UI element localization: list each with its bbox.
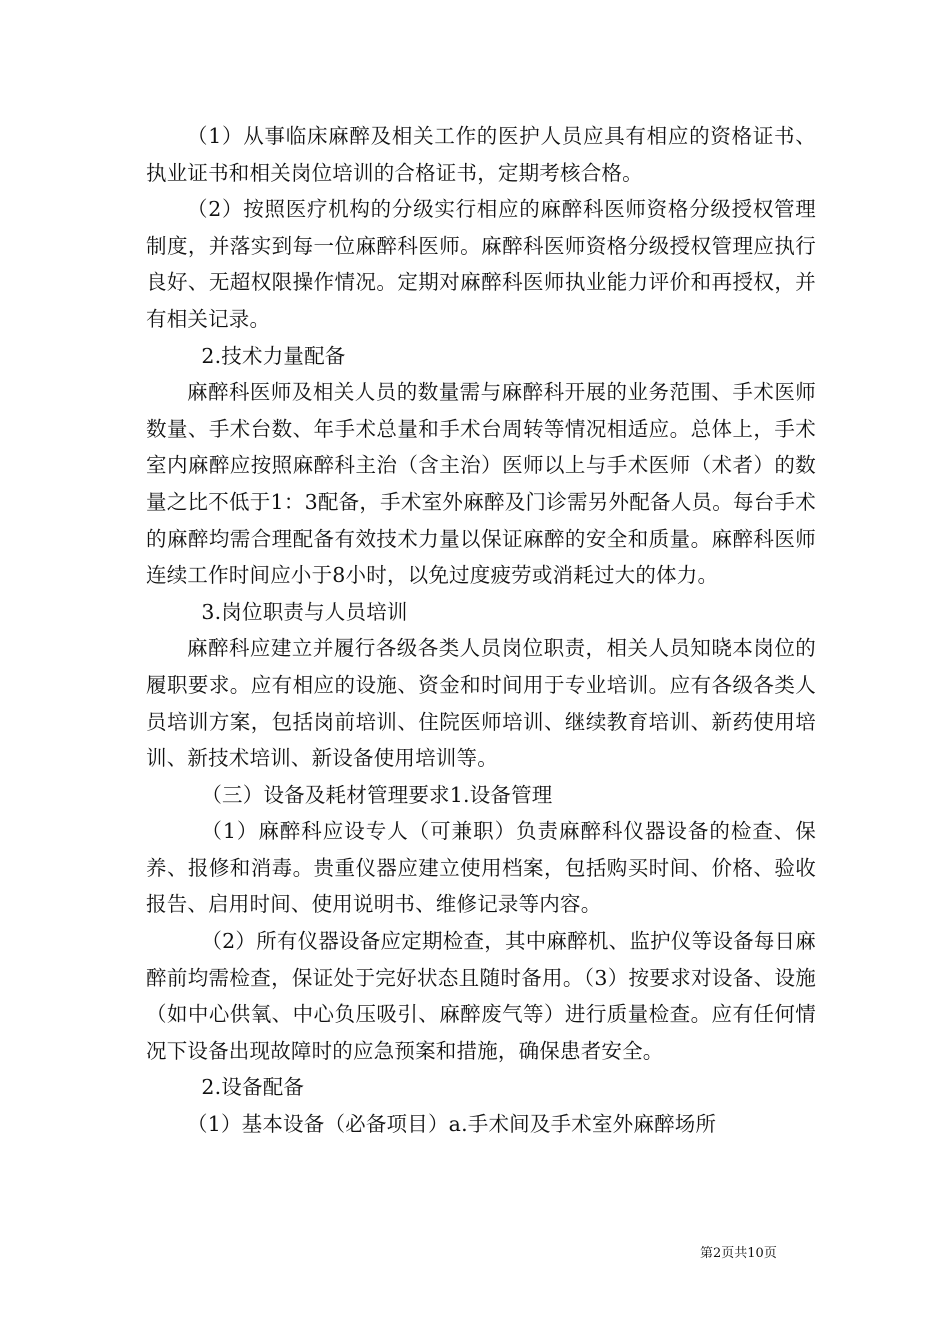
- heading-equipment-management: （三）设备及耗材管理要求1.设备管理: [201, 782, 553, 807]
- heading-technical-staffing: 2.技术力量配备: [201, 343, 346, 368]
- paragraph-equipment-custodian: （1）麻醉科应设专人（可兼职）负责麻醉科仪器设备的检查、保养、报修和消毒。贵重仪器应建立使用档案，包括购买时间、价格、验收报告、启用时间、使用说明书、维修记录等内容。: [146, 819, 816, 917]
- heading-equipment-provision: 2.设备配备: [201, 1075, 305, 1100]
- paragraph-basic-equipment: （1）基本设备（必备项目）a.手术间及手术室外麻醉场所: [187, 1112, 717, 1137]
- page-number-footer: 第2页共10页: [700, 1246, 777, 1261]
- paragraph-duties-training: 麻醉科应建立并履行各级各类人员岗位职责，相关人员知晓本岗位的履职要求。应有相应的设施、资金和时间用于专业培训。应有各级各类人员培训方案，包括岗前培训、住院医师培训、继续教育培训、新药使用培训、新技术培训、新设备使用培训等。: [146, 636, 816, 771]
- paragraph-qualification: （1）从事临床麻醉及相关工作的医护人员应具有相应的资格证书、执业证书和相关岗位培训的合格证书，定期考核合格。: [146, 124, 816, 185]
- paragraph-equipment-inspection: （2）所有仪器设备应定期检查，其中麻醉机、监护仪等设备每日麻醉前均需检查，保证处于完好状态且随时备用。（3）按要求对设备、设施（如中心供氧、中心负压吸引、麻醉废气等）进行质量检查。应有任何情况下设备出现故障时的应急预案和措施，确保患者安全。: [146, 929, 816, 1063]
- paragraph-staffing-ratio: 麻醉科医师及相关人员的数量需与麻醉科开展的业务范围、手术医师数量、手术台数、年手术总量和手术台周转等情况相适应。总体上，手术室内麻醉应按照麻醉科主治（含主治）医师以上与手术医师（术者）的数量之比不低于1：3配备，手术室外麻醉及门诊需另外配备人员。每台手术的麻醉均需合理配备有效技术力量以保证麻醉的安全和质量。麻醉科医师连续工作时间应小于8小时，以免过度疲劳或消耗过大的体力。: [146, 380, 816, 588]
- document-body: [146, 118, 816, 1143]
- heading-duties-training: 3.岗位职责与人员培训: [201, 599, 408, 624]
- paragraph-authorization: （2）按照医疗机构的分级实行相应的麻醉科医师资格分级授权管理制度，并落实到每一位麻醉科医师。麻醉科医师资格分级授权管理应执行良好、无超权限操作情况。定期对麻醉科医师执业能力评价和再授权，并有相关记录。: [146, 197, 816, 331]
